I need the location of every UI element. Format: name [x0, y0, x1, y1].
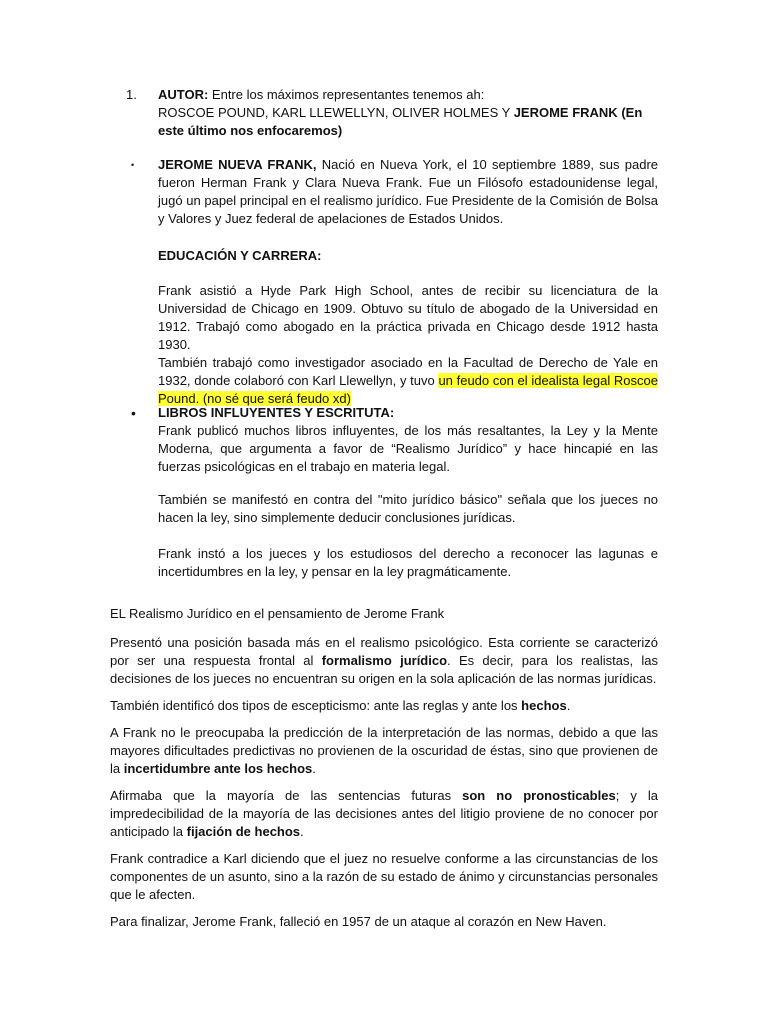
realism-p3-block — [110, 724, 658, 778]
realism-p1-text-b: . Es decir, para los realistas, las decisiones de los jueces no encuentran su origen en la sola aplicación de las normas jurídicas. — [110, 653, 658, 686]
education-section — [158, 247, 658, 265]
books-paragraph-2-block — [158, 491, 658, 527]
books-paragraph-3-block — [158, 545, 658, 581]
author-note: (En este último nos enfocaremos) — [158, 105, 643, 138]
realism-p2-bold: hechos — [521, 698, 567, 713]
realism-p4-text-c: . — [300, 824, 304, 839]
realism-p1-block — [110, 634, 658, 688]
books-paragraph-1: Frank publicó muchos libros influyentes, de los más resaltantes, la Ley y la Mente Moderna, que argumenta a favor de “Realismo Jurídico” y hace hincapié en las fuerzas psicológicas en el trabajo en materia legal. — [158, 423, 658, 474]
realism-p4-bold-1: son no pronosticables — [462, 788, 616, 803]
realism-paragraph-6: Para finalizar, Jerome Frank, falleció en 1957 de un ataque al corazón en New Haven. — [110, 914, 607, 929]
realism-p3-bold: incertidumbre ante los hechos — [123, 761, 313, 776]
realism-p3-text-a: A Frank no le preocupaba la predicción de la interpretación de las normas, debido a que las mayores dificultades predictivas no provienen de la oscuridad de éstas, sino que provienen de la — [110, 725, 658, 776]
author-item — [126, 86, 658, 140]
books-paragraph-2: También se manifestó en contra del "mito jurídico básico" señala que los jueces no hacen la ley, sino simplemente deducir conclusiones jurídicas. — [158, 492, 658, 525]
realism-paragraph-2 — [110, 697, 658, 715]
realism-p4-text-a: Afirmaba que la mayoría de las sentencias futuras — [110, 788, 463, 803]
list-number: 1. — [126, 87, 137, 102]
education-heading: EDUCACIÓN Y CARRERA: — [158, 248, 322, 263]
highlighted-text: un feudo con el idealista legal Roscoe Pound. (no sé que será feudo xd) — [158, 373, 658, 406]
realism-paragraph-4 — [110, 787, 658, 841]
bio-paragraph — [158, 156, 658, 228]
education-paragraph-1: Frank asistió a Hyde Park High School, antes de recibir su licenciatura de la Universidad de Chicago en 1909. Obtuvo su título de abogado de la Universidad en 1912. Trabajó como abogado en la práctica privada en Chicago desde 1912 hasta 1930. — [158, 283, 658, 352]
realism-p4-bold-2: fijación de hechos — [186, 824, 301, 839]
realism-p3-text-b: . — [312, 761, 316, 776]
realism-p4-text-b: ; y la impredecibilidad de la mayoría de las decisiones antes del litigio proviene de no conocer por anticipado la — [110, 788, 659, 839]
author-label: AUTOR: — [158, 87, 209, 102]
realism-p2-text-b: . — [566, 698, 571, 713]
books-heading: LIBROS INFLUYENTES Y ESCRITUTA: — [158, 405, 395, 420]
realism-heading-block — [110, 605, 658, 623]
realism-paragraph-3 — [110, 724, 658, 778]
books-paragraph-3: Frank instó a los jueces y los estudiosos del derecho a reconocer las lagunas e incertidumbres en la ley, y pensar en la ley pragmáticamente. — [158, 546, 658, 579]
author-paragraph — [158, 86, 658, 140]
bullet-icon: • — [131, 405, 136, 421]
author-names-bold: JEROME FRANK — [513, 105, 618, 120]
realism-p5-block — [110, 850, 658, 904]
realism-p6-block — [110, 913, 658, 931]
realism-paragraph-5: Frank contradice a Karl diciendo que el juez no resuelve conforme a las circunstancias de los componentes de un asunto, sino a la razón de su estado de ánimo y circunstancias personales que le afecten. — [110, 851, 658, 902]
realism-heading: EL Realismo Jurídico en el pensamiento de Jerome Frank — [110, 606, 445, 621]
realism-paragraph-1 — [110, 634, 658, 688]
realism-p1-text-a: Presentó una posición basada más en el realismo psicológico. Esta corriente se caracterizó por ser una respuesta frontal al — [110, 635, 658, 668]
books-item — [131, 404, 658, 476]
author-names: ROSCOE POUND, KARL LLEWELLYN, OLIVER HOLMES Y — [158, 105, 514, 120]
education-body — [158, 282, 658, 408]
bio-item — [131, 156, 658, 228]
author-text: Entre los máximos representantes tenemos ah: — [208, 87, 485, 102]
bio-text: Nació en Nueva York, el 10 septiembre 1889, sus padre fueron Herman Frank y Clara Nueva Frank. Fue un Filósofo estadounidense legal, jugó un papel principal en el realismo jurídico. Fue Presidente de la Comisión de Bolsa y Valores y Juez federal de apelaciones de Estados Unidos. — [158, 157, 658, 226]
education-paragraph-2-text: También trabajó como investigador asociado en la Facultad de Derecho de Yale en 1932, donde colaboró con Karl Llewellyn, y tuvo — [158, 355, 658, 388]
realism-p1-bold: formalismo jurídico — [321, 653, 448, 668]
bio-name: JEROME NUEVA FRANK, — [158, 157, 317, 172]
education-paragraph-2 — [158, 354, 658, 408]
bullet-icon: • — [131, 160, 135, 170]
realism-p2-text-a: También identificó dos tipos de escepticismo: ante las reglas y ante los — [110, 698, 522, 713]
realism-p2-block — [110, 697, 658, 715]
realism-p4-block — [110, 787, 658, 841]
